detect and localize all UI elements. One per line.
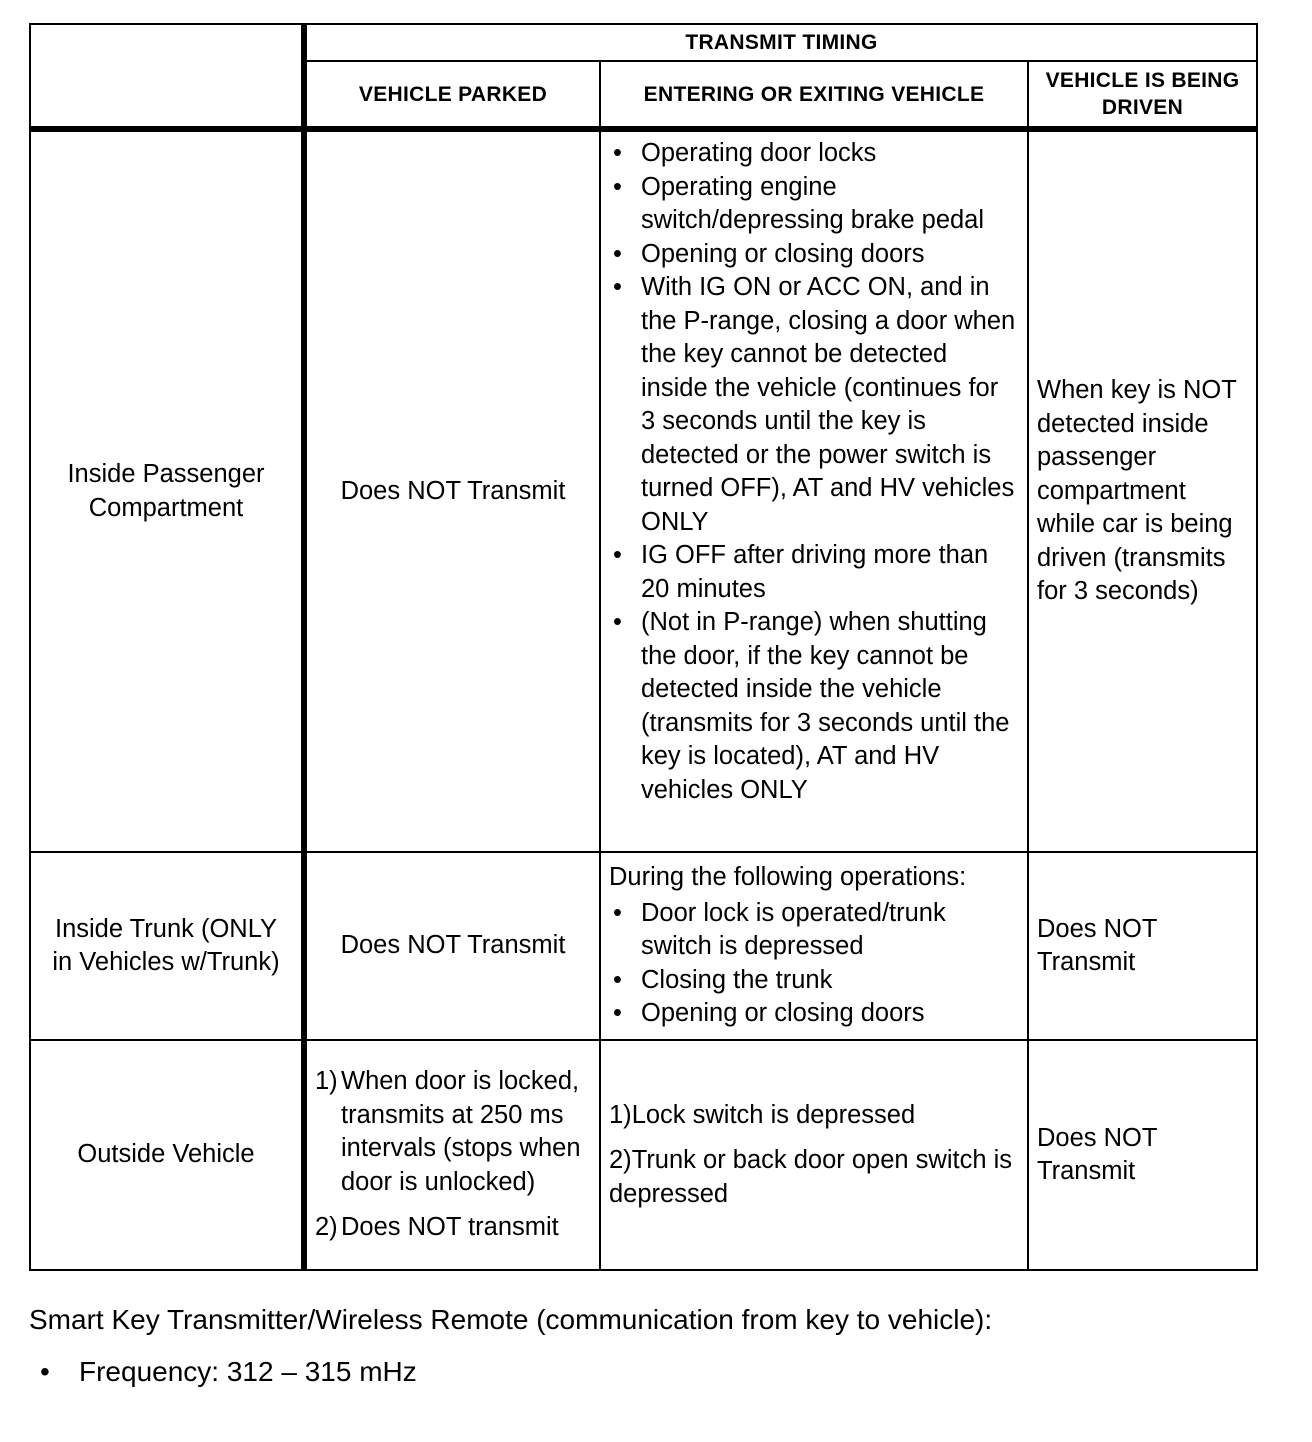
location-cell: Outside Vehicle [30, 1040, 304, 1270]
item-number: 1) [315, 1067, 338, 1096]
parked-cell [304, 1040, 600, 1270]
list-item [315, 1065, 591, 1199]
list-item [609, 1144, 1019, 1211]
parked-numbered-list [315, 1065, 591, 1245]
entering-intro: During the following operations: [609, 863, 967, 892]
driven-cell: When key is NOT detected inside passenger compartment while car is being driven (transmits for 3 seconds) [1028, 129, 1257, 852]
driven-cell: Does NOT Transmit [1028, 1040, 1257, 1270]
table-row [30, 852, 1257, 1040]
table-row [30, 1040, 1257, 1270]
parked-cell: Does NOT Transmit [304, 852, 600, 1040]
item-number: 2) [315, 1213, 338, 1242]
list-item: • With IG ON or ACC ON, and in the P-range, closing a door when the key cannot be detected inside the vehicle (continues for 3 seconds until the key is detected or the power switch is turned OFF), AT and HV vehicles ONLY [609, 271, 1019, 539]
list-item: • Closing the trunk [609, 964, 1019, 998]
entering-cell [600, 1040, 1028, 1270]
list-item: • (Not in P-range) when shutting the door, if the key cannot be detected inside the vehicle (transmits for 3 seconds until the key is located), AT and HV vehicles ONLY [609, 606, 1019, 807]
item-text: Does NOT transmit [341, 1213, 559, 1242]
location-label: Inside Trunk (ONLY in Vehicles w/Trunk) [52, 914, 280, 976]
footer-title: Smart Key Transmitter/Wireless Remote (communication from key to vehicle): [29, 1304, 993, 1335]
header-entering-exiting: ENTERING OR EXITING VEHICLE [600, 61, 1028, 129]
list-item: • Opening or closing doors [609, 997, 1019, 1031]
list-item: • Frequency: 312 – 315 mHz [29, 1354, 417, 1390]
header-being-driven: VEHICLE IS BEING DRIVEN [1028, 61, 1257, 129]
list-item: • Opening or closing doors [609, 238, 1019, 272]
item-number: 2) [609, 1146, 632, 1175]
list-item: • Operating door locks [609, 137, 1019, 171]
location-label: Inside Passenger Compartment [67, 460, 265, 522]
entering-numbered-list [609, 1099, 1019, 1212]
list-item: • Operating engine switch/depressing brake pedal [609, 171, 1019, 238]
item-text: Trunk or back door open switch is depressed [609, 1146, 1012, 1208]
transmit-timing-table [29, 23, 1258, 1271]
header-vehicle-parked: VEHICLE PARKED [304, 61, 600, 129]
entering-bullet-list [609, 897, 1019, 1031]
header-transmit-timing: TRANSMIT TIMING [304, 24, 1257, 61]
list-item: • Door lock is operated/trunk switch is depressed [609, 897, 1019, 964]
header-empty-corner [30, 24, 304, 129]
entering-cell [600, 129, 1028, 852]
entering-bullet-list [609, 137, 1019, 807]
item-text: When door is locked, transmits at 250 ms intervals (stops when door is unlocked) [341, 1067, 581, 1196]
list-item [609, 1099, 1019, 1133]
item-text: Lock switch is depressed [631, 1100, 916, 1129]
footer-bullet-list [29, 1354, 417, 1390]
location-cell [30, 852, 304, 1040]
location-cell [30, 129, 304, 852]
driven-cell: Does NOT Transmit [1028, 852, 1257, 1040]
list-item: • IG OFF after driving more than 20 minutes [609, 539, 1019, 606]
parked-cell: Does NOT Transmit [304, 129, 600, 852]
item-number: 1) [609, 1100, 632, 1129]
list-item [315, 1211, 591, 1245]
entering-cell [600, 852, 1028, 1040]
table-row [30, 129, 1257, 852]
